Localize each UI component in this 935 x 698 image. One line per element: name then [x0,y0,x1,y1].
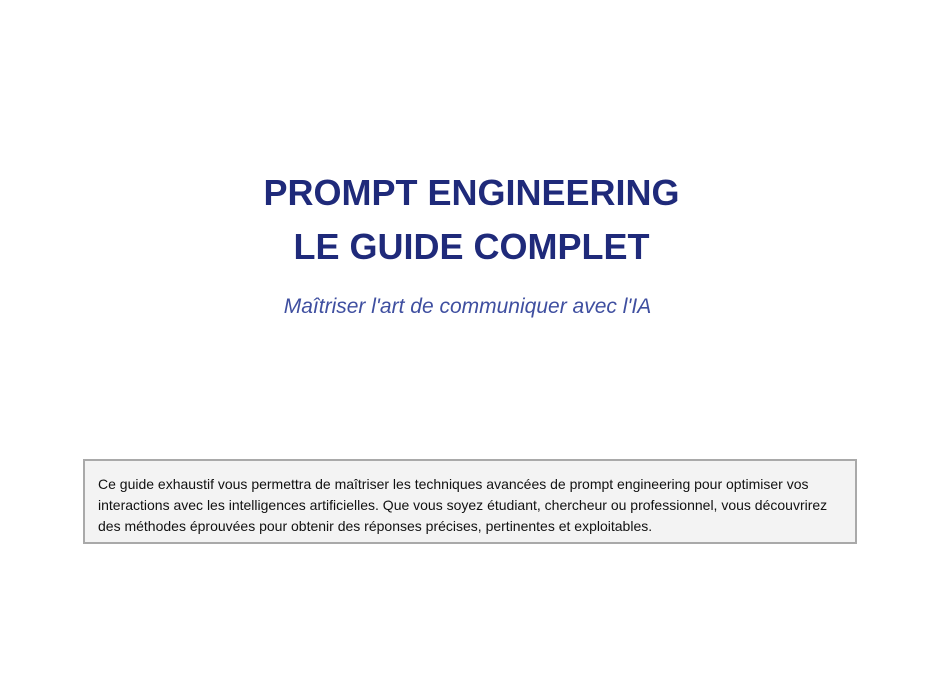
page-title [0,166,935,274]
title-line-2: LE GUIDE COMPLET [293,226,650,267]
intro-box [83,459,857,544]
title-line-1: PROMPT ENGINEERING [263,172,680,213]
intro-text: Ce guide exhaustif vous permettra de maîtriser les techniques avancées de prompt engineering pour optimiser vos interactions avec les intelligences artificielles. Que vous soyez étudiant, chercheur ou professionnel, vous découvrirez des méthodes éprouvées pour obtenir des réponses précises, pertinentes et exploitables. [98,476,828,534]
page-subtitle: Maîtriser l'art de communiquer avec l'IA [283,295,652,318]
